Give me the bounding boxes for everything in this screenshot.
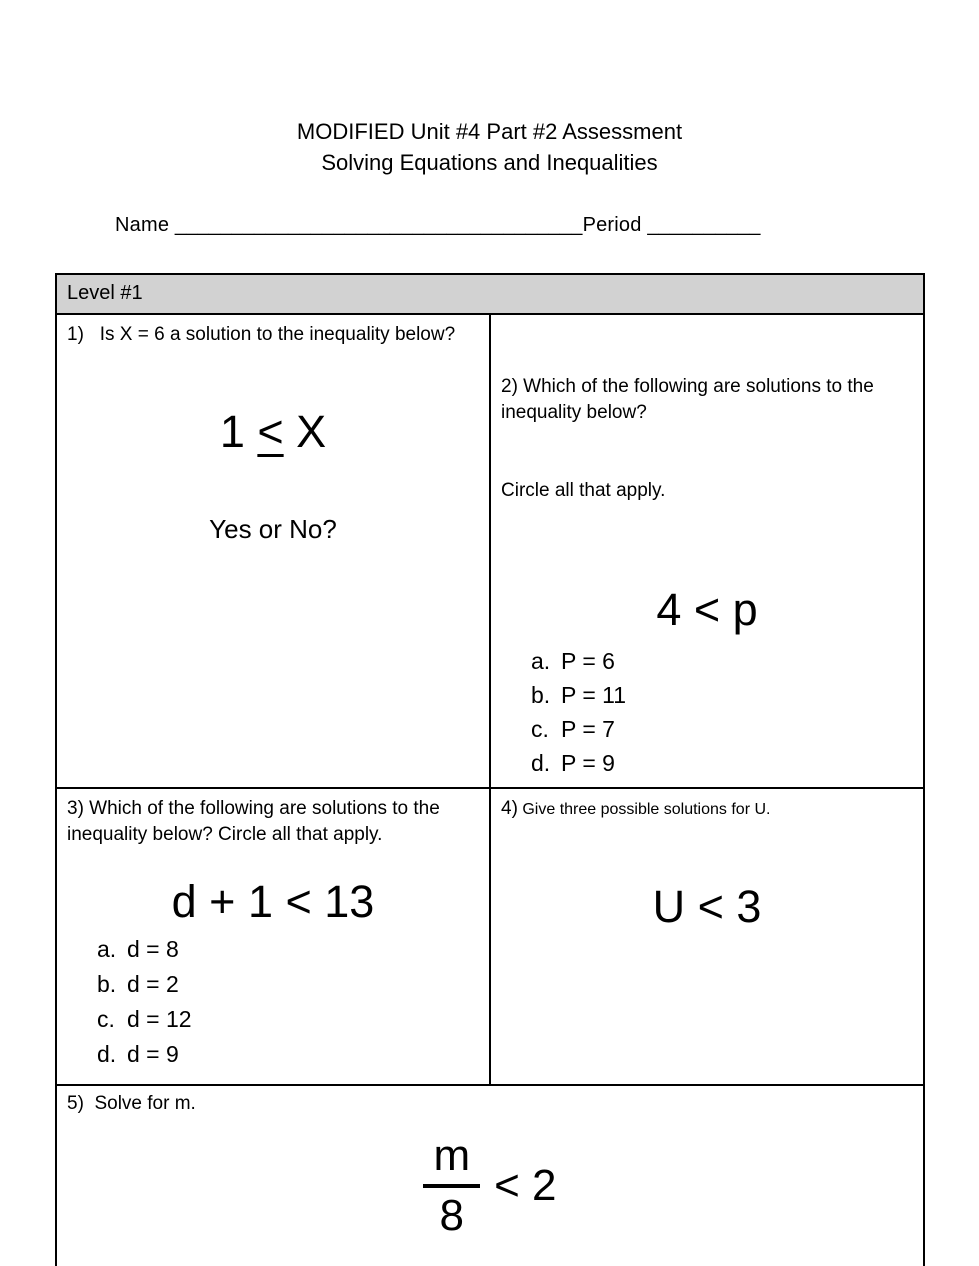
q5-fraction (423, 1131, 480, 1241)
option-letter: d. (531, 750, 551, 776)
question-4-cell (490, 788, 924, 1085)
q1-answer-prompt: Yes or No? (209, 514, 337, 544)
level-header: Level #1 (56, 274, 924, 314)
option-letter: b. (531, 682, 551, 708)
worksheet-title: MODIFIED Unit #4 Part #2 Assessment (296, 119, 683, 144)
level1-table (55, 273, 925, 1266)
q3-option-c (97, 1002, 479, 1037)
q5-fraction-denominator: 8 (439, 1191, 465, 1240)
period-label: Period (582, 214, 642, 236)
question-2-cell (490, 314, 924, 788)
questions-row-2 (56, 788, 924, 1085)
option-text: d = 2 (127, 971, 179, 997)
q5-fraction-numerator: m (423, 1131, 480, 1188)
q1-equation (67, 406, 479, 458)
option-letter: c. (531, 716, 549, 742)
period-blank: __________ (647, 214, 761, 236)
q2-option-b (531, 678, 913, 712)
q2-prompt-line2: Circle all that apply. (501, 480, 666, 501)
q5-prompt: 5) Solve for m. (67, 1093, 196, 1114)
option-letter: a. (531, 648, 551, 674)
q5-inequality-rhs: < 2 (494, 1161, 557, 1210)
option-letter: d. (97, 1041, 117, 1067)
q1-eq-right: X (283, 406, 327, 457)
option-text: P = 11 (561, 682, 627, 708)
q3-option-d (97, 1037, 479, 1072)
option-text: d = 12 (127, 1006, 192, 1032)
questions-row-1 (56, 314, 924, 788)
q3-option-a (97, 932, 479, 967)
q2-option-c (531, 712, 913, 746)
option-text: d = 9 (127, 1041, 179, 1067)
q2-prompt-line1: 2) Which of the following are solutions to the inequality below? (501, 376, 880, 423)
q1-prompt: 1) Is X = 6 a solution to the inequality below? (67, 324, 456, 345)
option-letter: a. (97, 936, 117, 962)
level-header-row (56, 274, 924, 314)
question-1-cell (56, 314, 490, 788)
q1-eq-operator: < (257, 406, 284, 457)
option-text: d = 8 (127, 936, 179, 962)
q4-text: Give three possible solutions for U. (517, 801, 771, 818)
q2-prompt (501, 322, 913, 556)
q3-option-b (97, 967, 479, 1002)
q4-prompt (501, 796, 913, 823)
q4-number: 4) (501, 798, 518, 819)
worksheet-header (0, 0, 979, 178)
worksheet-subtitle: Solving Equations and Inequalities (321, 150, 658, 175)
option-text: P = 7 (561, 716, 615, 742)
name-period-line (115, 214, 979, 237)
q1-eq-left: 1 (219, 406, 258, 457)
questions-row-3 (56, 1085, 924, 1266)
question-3-cell (56, 788, 490, 1085)
q4-equation: U < 3 (652, 881, 762, 932)
name-label: Name (115, 214, 170, 236)
option-letter: b. (97, 971, 117, 997)
q2-equation: 4 < p (656, 584, 758, 635)
q2-option-a (531, 644, 913, 678)
option-text: P = 6 (561, 648, 615, 674)
q3-options (97, 932, 479, 1072)
q3-prompt: 3) Which of the following are solutions to the inequality below? Circle all that apply. (67, 798, 446, 845)
q2-options (531, 644, 913, 780)
name-blank: ____________________________________ (174, 214, 583, 236)
option-letter: c. (97, 1006, 115, 1032)
q3-equation: d + 1 < 13 (171, 876, 375, 927)
q5-equation (67, 1131, 913, 1241)
option-text: P = 9 (561, 750, 615, 776)
q2-option-d (531, 746, 913, 780)
question-5-cell (56, 1085, 924, 1266)
